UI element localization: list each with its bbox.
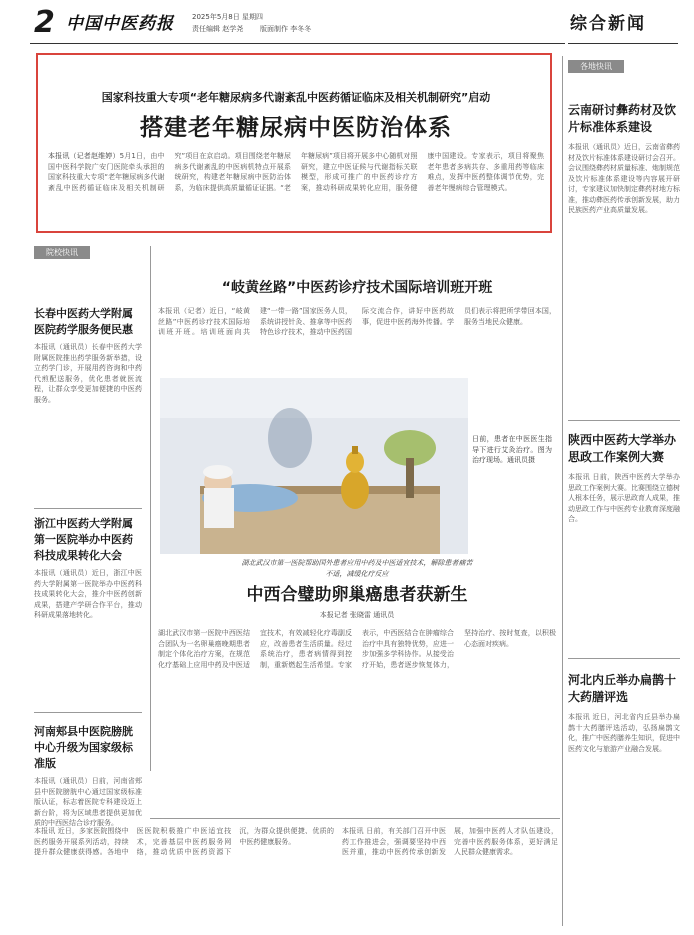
photo-caption: 日前，患者在中医医生指导下进行艾灸治疗。图为治疗现场。通讯员摄 xyxy=(472,435,552,464)
silk-road-headline: “岐黄丝路”中医药诊疗技术国际培训班开班 xyxy=(221,280,493,296)
masthead xyxy=(0,0,694,44)
lead-body: 5月1日，由中国中医科学院广安门医院牵头承担的国家科技重大专项“老年糖尿病多代谢紊乱中医药循证临床及相关机制研究”项目在京启动。项目围绕老年糖尿病多代谢紊乱的中医病机特点开展系统研究，构建老年糖尿病中医防治体系，为临床提供高质量循证证据。“老年糖尿病”项目将开展多中心随机对照研究，建立中医证候与代谢指标关联模型，形成可推广的中医药诊疗方案，推动科研成果转化应用，服务健康中国建设。专家表示，项目将聚焦老年患者多病共存、多重用药等临床难点，发挥中医药整体调节优势，完善老年慢病综合管理模式。 xyxy=(48,152,544,192)
right-rail xyxy=(568,60,680,926)
editor-line: 责任编辑 赵学尧 xyxy=(192,25,244,33)
treatment-photo-illustration xyxy=(160,378,468,554)
page-number: 2 xyxy=(34,5,55,40)
left-story2-headline: 浙江中医药大学附属第一医院举办中医药科技成果转化大会 xyxy=(34,517,133,562)
rail-story2-headline: 陕西中医药大学举办思政工作案例大赛 xyxy=(568,433,677,464)
ovarian-caption-line2: 不适，减缓化疗反应 xyxy=(325,570,389,578)
treatment-photo xyxy=(160,378,468,554)
left-column xyxy=(34,246,146,926)
right-rail-tag: 各地快讯 xyxy=(568,60,624,73)
reviewer-line: 版面制作 李冬冬 xyxy=(260,25,312,33)
silk-road-body: 本报讯（记者）近日，“岐黄丝路”中医药诊疗技术国际培训班开班。培训班面向共建“一带一路”国家医务人员，系统讲授针灸、推拿等中医药特色诊疗技术，推动中医药国际交流合作，讲好中医药故事，促进中医药海外传播。学员们表示将把所学带回本国，服务当地民众健康。 xyxy=(158,307,556,336)
right-rail-divider xyxy=(562,56,563,926)
rail-story3-body: 本报讯 近日，河北省内丘县举办扁鹊十大药膳评选活动，弘扬扁鹊文化，推广中医药膳养生知识，促进中医药文化与旅游产业融合发展。 xyxy=(568,713,680,753)
lead-byline: 本报讯（记者赵维婷） xyxy=(48,152,120,160)
rail-story2-body: 本报讯 日前，陕西中医药大学举办思政工作案例大赛。比赛围绕立德树人根本任务，展示思政育人成果，推动思政工作与中医药专业教育深度融合。 xyxy=(568,473,680,523)
ovarian-headline: 中西合璧助卵巢癌患者获新生 xyxy=(246,585,468,605)
lead-story xyxy=(36,53,552,233)
ovarian-body: 湖北武汉市第一医院中西医结合团队为一名卵巢癌晚期患者制定个体化治疗方案，在规范化疗基础上应用中药及中医适宜技术，有效减轻化疗毒副反应，改善患者生活质量。经过系统治疗，患者病情得到控制，重新燃起生活希望。专家表示，中西医结合在肿瘤综合治疗中具有独特优势，应进一步加强多学科协作。从接受治疗开始，患者逐步恢复体力，坚持治疗、按时复查，以积极心态面对疾病。 xyxy=(158,629,556,669)
paper-name: 中国中医药报 xyxy=(66,14,174,34)
masthead-rule xyxy=(30,43,565,44)
ovarian-byline: 本报记者 张晓雷 通讯员 xyxy=(319,611,395,619)
section-title: 综合新闻 xyxy=(570,14,646,34)
masthead-rule-right xyxy=(568,43,678,44)
rail-story1-headline: 云南研讨彝药材及饮片标准体系建设 xyxy=(568,103,677,134)
lead-kicker: 国家科技重大专项“老年糖尿病多代谢紊乱中医药循证临床及相关机制研究”启动 xyxy=(101,91,491,104)
left-story3-headline: 河南郏县中医院膀胱中心升级为国家级标准版 xyxy=(34,725,133,770)
ovarian-story xyxy=(158,558,556,818)
issue-date: 2025年5月8日 星期四 xyxy=(192,13,263,21)
left-story3-body: 本报讯（通讯员）日前，河南省郏县中医院膀胱中心通过国家级标准版认证，标志着医院专科建设迈上新台阶，将为区域患者提供更加优质的中西医结合诊疗服务。 xyxy=(34,777,142,827)
left-story2-body: 本报讯（通讯员）近日，浙江中医药大学附属第一医院举办中医药科技成果转化大会，推介中医药创新成果，搭建产学研合作平台，推动科研成果落地转化。 xyxy=(34,569,142,619)
rail-story3-headline: 河北内丘举办扁鹊十大药膳评选 xyxy=(568,673,677,704)
bottom-left-story: 本报讯 近日，多家医院围绕中医药服务开展系列活动，持续提升群众健康获得感。各地中医医院积极推广中医适宜技术，完善基层中医药服务网络，推动优质中医药资源下沉，为群众提供便捷、优质的中医药健康服务。 xyxy=(34,827,334,856)
left-story1-body: 本报讯（通讯员）长春中医药大学附属医院推出药学服务新举措，设立药学门诊，开展用药咨询和中药代煎配送服务，优化患者就医流程，让群众享受更加便捷的中医药服务。 xyxy=(34,343,142,404)
left-column-divider xyxy=(150,246,151,771)
ovarian-caption-line1: 湖北武汉市第一医院帮助国外患者应用中药及中医适宜技术，解除患者痛苦 xyxy=(241,559,473,567)
bottom-rule xyxy=(150,818,560,819)
left-column-tag: 院校快讯 xyxy=(34,246,90,259)
lead-headline: 搭建老年糖尿病中医防治体系 xyxy=(140,115,452,141)
left-story1-headline: 长春中医药大学附属医院药学服务便民惠 xyxy=(34,307,133,336)
rail-story1-body: 本报讯（通讯员）近日，云南省彝药材及饮片标准体系建设研讨会召开。会议围绕彝药材质量标准、炮制规范及饮片标准体系建设等内容展开研讨，专家建议加快制定彝药材地方标准，推动彝医药传承创新发展，助力民族医药产业高质量发展。 xyxy=(568,143,680,214)
bottom-right-story: 本报讯 日前，有关部门召开中医药工作推进会，强调要坚持中西医并重，推动中医药传承创新发展，加强中医药人才队伍建设，完善中医药服务体系，更好满足人民群众健康需求。 xyxy=(342,827,558,856)
